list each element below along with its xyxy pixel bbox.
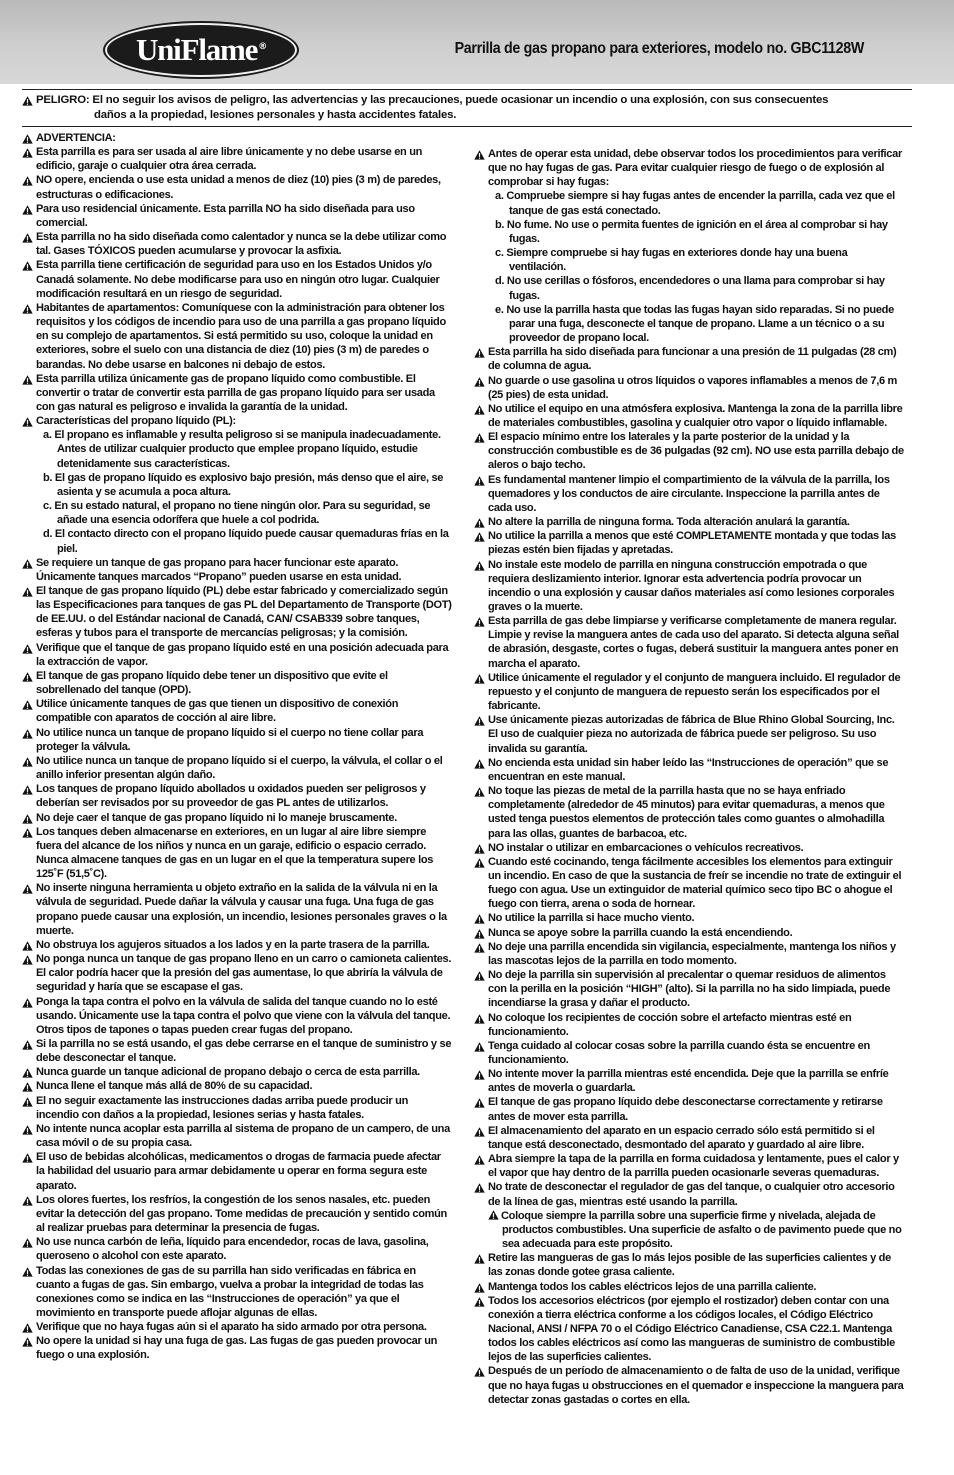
warning-item: No intente mover la parrilla mientras esté encendida. Deje que la parrilla se enfríe antes de moverla o guardarla. xyxy=(474,1067,904,1095)
warning-item: Tenga cuidado al colocar cosas sobre la parrilla cuando ésta se encuentre en funcionamiento. xyxy=(474,1039,904,1067)
warning-item: Esta parrilla es para ser usada al aire libre únicamente y no debe usarse en un edificio, garaje o cualquier otra área cerrada. xyxy=(22,145,452,173)
warning-item: Esta parrilla tiene certificación de seguridad para uso en los Estados Unidos y/o Canadá solamente. No debe modificarse para uso en ningún otro lugar. Cualquier modificación resultará en un riesgo de seguridad. xyxy=(22,258,452,300)
warning-triangle-icon xyxy=(474,150,485,160)
warning-triangle-icon xyxy=(474,1014,485,1024)
warning-triangle-icon xyxy=(474,929,485,939)
warning-item: Después de un período de almacenamiento o de falta de uso de la unidad, verifique que no haya fugas u obstrucciones en el quemador e inspeccione la manguera para detectar zonas gastadas o cortes en ella. xyxy=(474,1364,904,1406)
danger-line-2: daños a la propiedad, lesiones personales y hasta accidentes fatales. xyxy=(94,108,457,121)
warning-item: No utilice nunca un tanque de propano líquido si el cuerpo, la válvula, el collar o el anillo inferior presentan algún daño. xyxy=(22,754,452,782)
warning-triangle-icon xyxy=(474,858,485,868)
warning-item: No deje la parrilla sin supervisión al precalentar o quemar residuos de alimentos con la perilla en la posición “HIGH” (alto). Si la parrilla no ha sido limpiada, puede incendiarse la grasa y dañar el producto. xyxy=(474,968,904,1010)
warning-item: Nunca guarde un tanque adicional de propano debajo o cerca de esta parrilla. xyxy=(22,1065,452,1079)
warning-triangle-icon xyxy=(22,96,33,106)
danger-notice xyxy=(22,93,912,122)
warning-item: Esta parrilla de gas debe limpiarse y verificarse completamente de manera regular. Limpie y revise la manguera antes de cada uso del aparato. Si detecta alguna señal de abrasión, desgaste, cortes o fugas, deberá sustituir la manguera antes poner en marcha el aparato. xyxy=(474,614,904,671)
advertencia-heading: ADVERTENCIA: xyxy=(22,131,452,145)
warning-triangle-icon xyxy=(22,998,33,1008)
warning-triangle-icon xyxy=(474,433,485,443)
warning-item: Utilice únicamente tanques de gas que tienen un dispositivo de conexión compatible con aparatos de cocción al aire libre. xyxy=(22,697,452,725)
right-column xyxy=(474,147,904,1407)
warning-item: Verifique que el tanque de gas propano líquido esté en una posición adecuada para la extracción de vapor. xyxy=(22,641,452,669)
warning-triangle-icon xyxy=(474,716,485,726)
warning-item: El almacenamiento del aparato en un espacio cerrado sólo está permitido si el tanque está desconectado, desmontado del aparato y guardado al aire libre. xyxy=(474,1124,904,1152)
warning-item: Abra siempre la tapa de la parrilla en forma cuidadosa y lentamente, pues el calor y el vapor que hay dentro de la parrilla pueden ocasionarle severas quemaduras. xyxy=(474,1152,904,1180)
warning-triangle-icon xyxy=(22,955,33,965)
warning-item: No deje una parrilla encendida sin vigilancia, especialmente, mantenga los niños y las mascotas lejos de la parrilla en todo momento. xyxy=(474,940,904,968)
warning-subitem: Coloque siempre la parrilla sobre una superficie firme y nivelada, alejada de productos combustibles. Una superficie de asfalto o de pavimento puede que no sea adecuada para este propósito. xyxy=(474,1209,904,1251)
warning-item: Los tanques deben almacenarse en exteriores, en un lugar al aire libre siempre fuera del alcance de los niños y nunca en un garaje, edificio o espacio cerrado. Nunca almacene tanques de gas en un lugar en el que la temperatura supere los 125˚F (51,5˚C). xyxy=(22,825,452,882)
warning-triangle-icon xyxy=(474,914,485,924)
warning-triangle-icon xyxy=(22,134,33,144)
warning-triangle-icon xyxy=(22,828,33,838)
warning-item: No toque las piezas de metal de la parrilla hasta que no se haya enfriado completamente (alrededor de 45 minutos) para evitar quemaduras, a menos que usted tenga puestos elementos de protección tales como guantes o almohadilla para las ollas, guantes de barbacoa, etc. xyxy=(474,784,904,841)
warning-triangle-icon xyxy=(474,943,485,953)
warning-item: Todos los accesorios eléctricos (por ejemplo el rostizador) deben contar con una conexión a tierra eléctrica conforme a los códigos locales, el Código Eléctrico Nacional, ANSI / NFPA 70 o el Código Eléctrico Canadiense, CSA C22.1. Mantenga todos los cables eléctricos así como las mangueras de suministro de combustible lejos de las superficies calientes. xyxy=(474,1294,904,1365)
warning-triangle-icon xyxy=(22,785,33,795)
warning-subitem: c. En su estado natural, el propano no tiene ningún olor. Para su seguridad, se añade una esencia odorífera que huele a col podrida. xyxy=(43,500,431,527)
warning-triangle-icon xyxy=(474,348,485,358)
warning-item: Esta parrilla ha sido diseñada para funcionar a una presión de 11 pulgadas (28 cm) de columna de agua. xyxy=(474,345,904,373)
warning-item: No ponga nunca un tanque de gas propano lleno en un carro o camioneta calientes. El calor podría hacer que la presión del gas aumentase, lo que abriría la válvula de seguridad y haría que se escapase el gas. xyxy=(22,952,452,994)
warning-triangle-icon xyxy=(22,559,33,569)
warning-triangle-icon xyxy=(22,1153,33,1163)
warning-item: Use únicamente piezas autorizadas de fábrica de Blue Rhino Global Sourcing, Inc. El uso de cualquier pieza no autorizada de fábrica puede ser peligroso. Su uso invalida su garantía. xyxy=(474,713,904,755)
warning-item: Si la parrilla no se está usando, el gas debe cerrarse en el tanque de suministro y se debe desconectar el tanque. xyxy=(22,1037,452,1065)
warning-triangle-icon xyxy=(22,700,33,710)
warning-item: Se requiere un tanque de gas propano para hacer funcionar este aparato. Únicamente tanques marcados “Propano” pueden usarse en esta unidad. xyxy=(22,556,452,584)
top-rule xyxy=(22,89,912,90)
warning-triangle-icon xyxy=(22,1040,33,1050)
warning-subitem: b. No fume. No use o permita fuentes de ignición en el área al comprobar si hay fugas. xyxy=(495,218,888,245)
warning-item: El no seguir exactamente las instrucciones dadas arriba puede producir un incendio con daños a la propiedad, lesiones serias y hasta fatales. xyxy=(22,1094,452,1122)
warning-item: Cuando esté cocinando, tenga fácilmente accesibles los elementos para extinguir un incendio. En caso de que la sustancia de freír se incendie no trate de extinguir el fuego con agua. Use un extinguidor de material químico seco tipo BC o ahogue el fuego con tierra, arena o soda de hornear. xyxy=(474,855,904,912)
danger-line-1: PELIGRO: El no seguir los avisos de peligro, las advertencias y las precauciones, puede ocasionar un incendio o una explosión, con sus consecuentes xyxy=(22,93,912,108)
warning-item: Todas las conexiones de gas de su parrilla han sido verificadas en fábrica en cuanto a fugas de gas. Sin embargo, vuelva a probar la integridad de todas las conexiones como se indica en las “Instrucciones de operación” ya que el movimiento en transporte puede aflojar algunas de ellas. xyxy=(22,1264,452,1321)
warning-item: No trate de desconectar el regulador de gas del tanque, o cualquier otro accesorio de la línea de gas, mientras esté usando la parrilla. xyxy=(474,1180,904,1208)
warning-item: El espacio mínimo entre los laterales y la parte posterior de la unidad y la construcción combustible es de 36 pulgadas (92 cm). NO use esta parrilla debajo de aleros o bajo techo. xyxy=(474,430,904,472)
warning-triangle-icon xyxy=(22,1068,33,1078)
warning-item: El uso de bebidas alcohólicas, medicamentos o drogas de farmacia puede afectar la habilidad del usuario para armar debidamente u operar en forma segura este aparato. xyxy=(22,1150,452,1192)
warning-triangle-icon xyxy=(22,176,33,186)
warning-item: Características del propano líquido (PL): xyxy=(22,414,452,428)
document-title: Parrilla de gas propano para exteriores, modelo no. GBC1128W xyxy=(454,40,864,57)
warning-triangle-icon xyxy=(22,1337,33,1347)
warning-item: No utilice la parrilla si hace mucho viento. xyxy=(474,911,904,925)
warning-subitem: e. No use la parrilla hasta que todas las fugas hayan sido reparadas. Si no puede parar una fuga, desconecte el tanque de propano. Llame a un técnico o a su proveedor de propano local. xyxy=(495,303,894,345)
warning-item: Verifique que no haya fugas aún si el aparato ha sido armado por otra persona. xyxy=(22,1320,452,1334)
warning-triangle-icon xyxy=(22,757,33,767)
warning-triangle-icon xyxy=(22,587,33,597)
warning-item: No encienda esta unidad sin haber leído las “Instrucciones de operación” que se encuentran en este manual. xyxy=(474,756,904,784)
warning-triangle-icon xyxy=(488,1210,499,1220)
warning-triangle-icon xyxy=(22,941,33,951)
warning-item: Habitantes de apartamentos: Comuníquese con la administración para obtener los requisitos y los códigos de incendio para uso de una parrilla a gas propano líquido en su complejo de apartamentos. Si está permitido su uso, coloque la unidad en exteriores, sobre el suelo con una distancia de diez (10) pies (3 m) de paredes o barandas. No debe usarse en balcones ni debajo de estos. xyxy=(22,301,452,372)
warning-triangle-icon xyxy=(474,674,485,684)
warning-triangle-icon xyxy=(22,1323,33,1333)
warning-item: No guarde o use gasolina u otros líquidos o vapores inflamables a menos de 7,6 m (25 pies) de esta unidad. xyxy=(474,374,904,402)
warning-triangle-icon xyxy=(22,884,33,894)
warning-triangle-icon xyxy=(474,377,485,387)
warning-item: El tanque de gas propano líquido debe desconectarse correctamente y retirarse antes de mover esta parrilla. xyxy=(474,1095,904,1123)
warning-item: Los tanques de propano líquido abollados u oxidados pueden ser peligrosos y deberían ser revisados por su proveedor de gas PL antes de utilizarlos. xyxy=(22,782,452,810)
warning-triangle-icon xyxy=(474,787,485,797)
warning-triangle-icon xyxy=(22,417,33,427)
warning-subitem: d. El contacto directo con el propano líquido puede causar quemaduras frías en la piel. xyxy=(43,528,449,555)
warning-item: Esta parrilla utiliza únicamente gas de propano líquido como combustible. El convertir o tratar de convertir esta parrilla de gas propano líquido para ser usada con gas natural es peligroso e invalida la garantía de la unidad. xyxy=(22,372,452,414)
warning-item: Utilice únicamente el regulador y el conjunto de manguera incluido. El regulador de repuesto y el conjunto de manguera de repuesto serán los especificados por el fabricante. xyxy=(474,671,904,713)
warning-triangle-icon xyxy=(474,561,485,571)
logo-text: UniFlame® xyxy=(135,32,267,67)
warning-triangle-icon xyxy=(22,1267,33,1277)
warning-triangle-icon xyxy=(474,759,485,769)
warning-item: No inserte ninguna herramienta u objeto extraño en la salida de la válvula ni en la válvula de seguridad. Puede dañar la válvula y causar una fuga. Una fuga de gas propano puede causar una explosión, un incendio, lesiones personales graves o la muerte. xyxy=(22,881,452,938)
warning-item: Es fundamental mantener limpio el compartimiento de la válvula de la parrilla, los quemadores y los conductos de aire circulante. Inspeccione la parrilla antes de cada uso. xyxy=(474,473,904,515)
warning-item: Esta parrilla no ha sido diseñada como calentador y nunca se la debe utilizar como tal. Gases TÓXICOS pueden acumularse y provocar la asfixia. xyxy=(22,230,452,258)
warning-triangle-icon xyxy=(22,729,33,739)
warning-triangle-icon xyxy=(22,1196,33,1206)
warning-item: No altere la parrilla de ninguna forma. Toda alteración anulará la garantía. xyxy=(474,515,904,529)
warning-triangle-icon xyxy=(22,1082,33,1092)
warning-item: Antes de operar esta unidad, debe observar todos los procedimientos para verificar que no hay fugas de gas. Para evitar cualquier riesgo de fuego o de explosión al comprobar si hay fugas: xyxy=(474,147,904,189)
warning-triangle-icon xyxy=(474,844,485,854)
warning-triangle-icon xyxy=(474,1042,485,1052)
warning-triangle-icon xyxy=(474,1155,485,1165)
warning-item: No utilice el equipo en una atmósfera explosiva. Mantenga la zona de la parrilla libre de materiales combustibles, gasolina y cualquier otro vapor o líquido inflamable. xyxy=(474,402,904,430)
warning-triangle-icon xyxy=(474,532,485,542)
warning-item: NO opere, encienda o use esta unidad a menos de diez (10) pies (3 m) de paredes, estructuras o edificaciones. xyxy=(22,173,452,201)
warning-item: El tanque de gas propano líquido debe tener un dispositivo que evite el sobrellenado del tanque (OPD). xyxy=(22,669,452,697)
warning-item: No intente nunca acoplar esta parrilla al sistema de propano de un campero, de una casa móvil o de su propia casa. xyxy=(22,1122,452,1150)
warning-item: No use nunca carbón de leña, líquido para encendedor, rocas de lava, gasolina, queroseno o alcohol con este aparato. xyxy=(22,1235,452,1263)
warning-item: No utilice la parrilla a menos que esté COMPLETAMENTE montada y que todas las piezas estén bien fijadas y apretadas. xyxy=(474,529,904,557)
warning-subitem: a. El propano es inflamable y resulta peligroso si se manipula inadecuadamente. Antes de utilizar cualquier producto que emplee propano líquido, estudie detenidamente sus características. xyxy=(43,429,441,470)
bottom-rule xyxy=(22,126,912,127)
warning-triangle-icon xyxy=(474,1297,485,1307)
warning-item: No obstruya los agujeros situados a los lados y en la parte trasera de la parrilla. xyxy=(22,938,452,952)
warning-triangle-icon xyxy=(22,1125,33,1135)
warning-triangle-icon xyxy=(474,476,485,486)
warning-item: Nunca se apoye sobre la parrilla cuando la está encendiendo. xyxy=(474,926,904,940)
warning-item: No deje caer el tanque de gas propano líquido ni lo maneje bruscamente. xyxy=(22,811,452,825)
warning-triangle-icon xyxy=(22,233,33,243)
warning-triangle-icon xyxy=(474,405,485,415)
warning-item: Mantenga todos los cables eléctricos lejos de una parrilla caliente. xyxy=(474,1280,904,1294)
warning-item: No opere la unidad si hay una fuga de gas. Las fugas de gas pueden provocar un fuego o una explosión. xyxy=(22,1334,452,1362)
warning-triangle-icon xyxy=(22,261,33,271)
warning-triangle-icon xyxy=(22,148,33,158)
warning-triangle-icon xyxy=(474,1070,485,1080)
warning-triangle-icon xyxy=(22,1097,33,1107)
warning-item: Para uso residencial únicamente. Esta parrilla NO ha sido diseñada para uso comercial. xyxy=(22,202,452,230)
warning-triangle-icon xyxy=(22,672,33,682)
warning-triangle-icon xyxy=(474,1127,485,1137)
warning-subitem: d. No use cerillas o fósforos, encendedores o una llama para comprobar si hay fugas. xyxy=(495,275,885,302)
warning-triangle-icon xyxy=(474,971,485,981)
warning-item: No instale este modelo de parrilla en ninguna construcción empotrada o que requiera deslizamiento interior. Ignorar esta advertencia podría provocar un incendio o una explosión y causar daños materiales así como lesiones corporales graves o la muerte. xyxy=(474,558,904,615)
warning-item: No utilice nunca un tanque de propano líquido si el cuerpo no tiene collar para proteger la válvula. xyxy=(22,726,452,754)
warning-triangle-icon xyxy=(22,304,33,314)
uniflame-logo xyxy=(105,23,297,77)
warning-triangle-icon xyxy=(474,1183,485,1193)
warning-triangle-icon xyxy=(474,1283,485,1293)
left-column xyxy=(22,131,452,1363)
warning-triangle-icon xyxy=(474,518,485,528)
warning-subitem: b. El gas de propano líquido es explosivo bajo presión, más denso que el aire, se asienta y se acumula a poca altura. xyxy=(43,471,444,498)
header-band xyxy=(0,0,954,84)
warning-item: Los olores fuertes, los resfríos, la congestión de los senos nasales, etc. pueden evitar la detección del gas propano. Tome medidas de precaución y sentido común al realizar pruebas para determinar la presencia de fugas. xyxy=(22,1193,452,1235)
warning-subitem: c. Siempre compruebe si hay fugas en exteriores donde hay una buena ventilación. xyxy=(495,247,848,274)
warning-item: NO instalar o utilizar en embarcaciones o vehículos recreativos. xyxy=(474,841,904,855)
warning-triangle-icon xyxy=(22,205,33,215)
warning-item: El tanque de gas propano líquido (PL) debe estar fabricado y comercializado según las Especificaciones para tanques de gas PL del Departamento de Transporte (DOT) de EE.UU. o del Estándar nacional de Canadá, CAN/ CSAB339 sobre tanques, esferas y tubos para el transporte de mercancías peligrosas; y la comisión. xyxy=(22,584,452,641)
warning-triangle-icon xyxy=(22,375,33,385)
warning-item: Nunca llene el tanque más allá de 80% de su capacidad. xyxy=(22,1079,452,1093)
warning-subitem: a. Compruebe siempre si hay fugas antes de encender la parrilla, cada vez que el tanque de gas está conectado. xyxy=(495,190,895,217)
warning-triangle-icon xyxy=(474,617,485,627)
warning-triangle-icon xyxy=(22,814,33,824)
warning-item: Retire las mangueras de gas lo más lejos posible de las superficies calientes y de las zonas donde gotee grasa caliente. xyxy=(474,1251,904,1279)
warning-triangle-icon xyxy=(474,1098,485,1108)
warning-triangle-icon xyxy=(22,1238,33,1248)
warning-item: Ponga la tapa contra el polvo en la válvula de salida del tanque cuando no lo esté usando. Únicamente use la tapa contra el polvo que viene con la válvula del tanque. Otros tipos de tapones o tapas pueden crear fugas del propano. xyxy=(22,995,452,1037)
warning-triangle-icon xyxy=(474,1254,485,1264)
warning-triangle-icon xyxy=(474,1367,485,1377)
warning-triangle-icon xyxy=(22,644,33,654)
warning-item: No coloque los recipientes de cocción sobre el artefacto mientras esté en funcionamiento. xyxy=(474,1011,904,1039)
